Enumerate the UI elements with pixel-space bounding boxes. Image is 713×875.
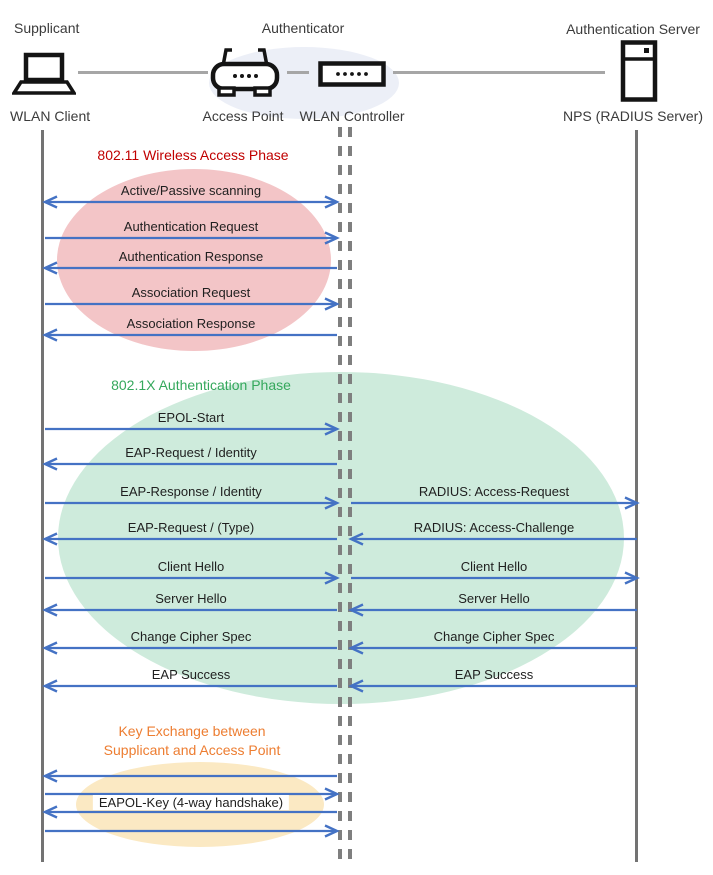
- connector-controller-server: [393, 71, 605, 74]
- actor-title-authenticator: Authenticator: [261, 20, 345, 36]
- message-label: RADIUS: Access-Challenge: [413, 520, 575, 535]
- message-arrow: [43, 768, 339, 784]
- message-arrow: [43, 823, 339, 839]
- device-label-nps: NPS (RADIUS Server): [562, 108, 704, 124]
- lifeline-controller-right-dash: [348, 127, 352, 860]
- device-label-access-point: Access Point: [202, 108, 284, 124]
- message-label: EAP Success: [454, 667, 534, 682]
- message-label: Association Request: [131, 285, 251, 300]
- message-label: Server Hello: [458, 591, 530, 606]
- message-label: Authentication Request: [123, 219, 259, 234]
- phase-title-dot1x: 802.1X Authentication Phase: [111, 377, 291, 393]
- message-label: EPOL-Start: [157, 410, 225, 425]
- message-label: Client Hello: [460, 559, 528, 574]
- message-label: EAP-Request / (Type): [127, 520, 255, 535]
- wlan-controller-icon: [318, 61, 386, 87]
- message-label: Server Hello: [155, 591, 227, 606]
- message-label: Change Cipher Spec: [433, 629, 555, 644]
- message-label: Change Cipher Spec: [130, 629, 252, 644]
- message-label: EAP-Request / Identity: [125, 445, 257, 460]
- connector-ap-controller: [287, 71, 309, 74]
- phase-title-wireless: 802.11 Wireless Access Phase: [97, 147, 289, 163]
- message-label: Active/Passive scanning: [120, 183, 262, 198]
- phase-title-key-exchange-line2: Supplicant and Access Point: [103, 742, 281, 758]
- message-label: Authentication Response: [118, 249, 264, 264]
- device-label-wlan-controller: WLAN Controller: [299, 108, 405, 124]
- message-label: Client Hello: [157, 559, 225, 574]
- message-label: EAP-Response / Identity: [120, 484, 262, 499]
- message-label: EAP Success: [151, 667, 231, 682]
- phase-title-key-exchange-line1: Key Exchange between: [118, 723, 266, 739]
- actor-title-supplicant: Supplicant: [14, 20, 80, 36]
- access-point-icon: [208, 45, 282, 99]
- message-label: Association Response: [126, 316, 256, 331]
- device-label-wlan-client: WLAN Client: [10, 108, 91, 124]
- message-label: RADIUS: Access-Request: [418, 484, 570, 499]
- actor-title-auth-server: Authentication Server: [566, 21, 700, 37]
- message-label: EAPOL-Key (4-way handshake): [93, 795, 289, 810]
- laptop-icon: [12, 52, 76, 98]
- connector-client-ap: [78, 71, 208, 74]
- server-icon: [620, 40, 658, 102]
